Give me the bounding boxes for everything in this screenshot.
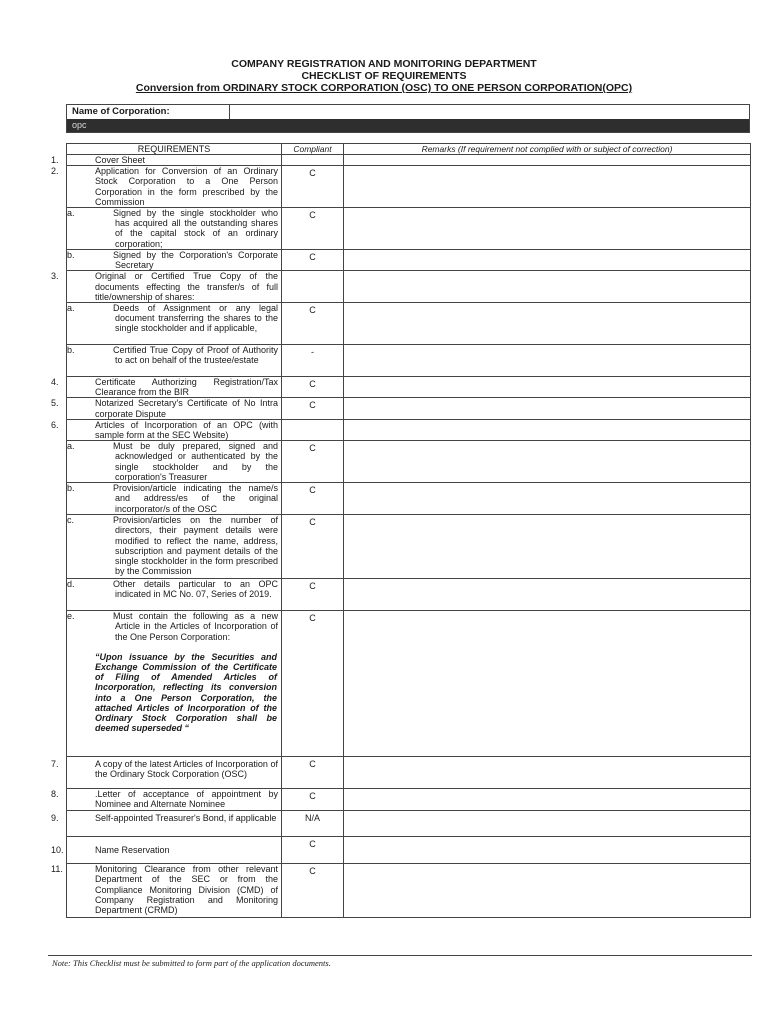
compliant-cell: C xyxy=(282,208,344,250)
remarks-cell xyxy=(344,419,751,440)
remarks-cell xyxy=(344,303,751,345)
table-row xyxy=(67,208,751,250)
table-row xyxy=(67,611,751,757)
table-row xyxy=(67,303,751,345)
compliant-cell: C xyxy=(282,757,344,789)
remarks-cell xyxy=(344,345,751,377)
footer-note: Note: This Checklist must be submitted to form part of the application documents. xyxy=(52,958,331,968)
table-row xyxy=(67,155,751,166)
remarks-cell xyxy=(344,789,751,811)
table-row xyxy=(67,864,751,918)
remarks-cell xyxy=(344,155,751,166)
compliant-cell: C xyxy=(282,398,344,419)
remarks-header: Remarks (If requirement not complied with or subject of correction) xyxy=(344,144,751,155)
requirement-cell: a. Must be duly prepared, signed and acknowledged or authenticated by the single stockholder and by the corporation's Treasurer xyxy=(67,441,282,483)
table-row xyxy=(67,483,751,515)
remarks-cell xyxy=(344,271,751,303)
footer-divider xyxy=(48,955,752,956)
compliant-cell: C xyxy=(282,611,344,757)
table-row xyxy=(67,250,751,271)
compliant-cell: C xyxy=(282,864,344,918)
new-article-quote: “Upon issuance by the Securities and Exchange Commission of the Certificate of Filing of Amended Articles of Incorporation, reflecting its conversion into a One Person Corporation, the attached Articles of Incorporation of the Ordinary Stock Corporation shall be deemed superseded “ xyxy=(95,651,277,734)
requirement-cell: a. Deeds of Assignment or any legal document transferring the shares to the single stockholder and if applicable, xyxy=(67,303,282,345)
table-row xyxy=(67,345,751,377)
requirement-cell: a. Signed by the single stockholder who has acquired all the outstanding shares of the capital stock of an ordinary corporation; xyxy=(67,208,282,250)
corporation-name-box xyxy=(66,104,750,133)
compliant-cell: C xyxy=(282,377,344,398)
table-row xyxy=(67,789,751,811)
requirement-cell: e. Must contain the following as a new Article in the Articles of Incorporation of the One Person Corporation: “Upon issuance by the Securities and Exchange Commission of the Certificate of Filing of Amended Articles of Incorporation, reflecting its conversion into a One Person Corporation, the attached Articles of Incorporation of the Ordinary Stock Corporation shall be deemed superseded “ xyxy=(67,611,282,757)
table-row xyxy=(67,579,751,611)
compliant-cell: C xyxy=(282,166,344,208)
remarks-cell xyxy=(344,837,751,864)
compliant-cell: C xyxy=(282,250,344,271)
compliant-cell: N/A xyxy=(282,811,344,837)
requirement-cell: 4. Certificate Authorizing Registration/Tax Clearance from the BIR xyxy=(67,377,282,398)
requirement-cell: b. Certified True Copy of Proof of Authority to act on behalf of the trustee/estate xyxy=(67,345,282,377)
remarks-cell xyxy=(344,611,751,757)
remarks-cell xyxy=(344,441,751,483)
compliant-header: Compliant xyxy=(282,144,344,155)
requirement-cell: c. Provision/articles on the number of directors, their payment details were modified to reflect the name, address, subscription and payment details of the single stockholder in the form prescribed by the Commission xyxy=(67,515,282,579)
table-header-row xyxy=(67,144,751,155)
requirement-cell: 3. Original or Certified True Copy of the documents effecting the transfer/s of full title/ownership of shares: xyxy=(67,271,282,303)
compliant-cell: C xyxy=(282,515,344,579)
table-row xyxy=(67,441,751,483)
requirement-cell: 7. A copy of the latest Articles of Incorporation of the Ordinary Stock Corporation (OSC) xyxy=(67,757,282,789)
remarks-cell xyxy=(344,250,751,271)
table-row xyxy=(67,398,751,419)
table-row xyxy=(67,377,751,398)
remarks-cell xyxy=(344,811,751,837)
remarks-cell xyxy=(344,757,751,789)
remarks-cell xyxy=(344,398,751,419)
table-row xyxy=(67,166,751,208)
remarks-cell xyxy=(344,515,751,579)
remarks-cell xyxy=(344,864,751,918)
compliant-cell: C xyxy=(282,303,344,345)
compliant-cell xyxy=(282,155,344,166)
compliant-cell: C xyxy=(282,441,344,483)
requirements-header: REQUIREMENTS xyxy=(67,144,282,155)
table-row xyxy=(67,515,751,579)
table-row xyxy=(67,757,751,789)
table-row xyxy=(67,419,751,440)
requirement-cell: 8. .Letter of acceptance of appointment by Nominee and Alternate Nominee xyxy=(67,789,282,811)
requirement-cell: 9. Self-appointed Treasurer's Bond, if applicable xyxy=(67,811,282,837)
table-row xyxy=(67,271,751,303)
remarks-cell xyxy=(344,166,751,208)
remarks-cell xyxy=(344,377,751,398)
requirement-cell: 10. Name Reservation xyxy=(67,837,282,864)
requirement-cell: 5. Notarized Secretary's Certificate of No Intra corporate Dispute xyxy=(67,398,282,419)
compliant-cell: C xyxy=(282,483,344,515)
compliant-cell xyxy=(282,271,344,303)
requirement-cell: 1. Cover Sheet xyxy=(67,155,282,166)
compliant-cell: C xyxy=(282,789,344,811)
checklist-title: CHECKLIST OF REQUIREMENTS xyxy=(301,70,467,82)
corporation-name-value: opc xyxy=(67,119,749,132)
requirement-cell: 6. Articles of Incorporation of an OPC (with sample form at the SEC Website) xyxy=(67,419,282,440)
requirement-cell: 11. Monitoring Clearance from other relevant Department of the SEC or from the Compliance Monitoring Division (CMD) of Company Registration and Monitoring Department (CRMD) xyxy=(67,864,282,918)
requirement-cell: b. Provision/article indicating the name/s and address/es of the original incorporator/s of the OSC xyxy=(67,483,282,515)
remarks-cell xyxy=(344,208,751,250)
department-title: COMPANY REGISTRATION AND MONITORING DEPARTMENT xyxy=(231,58,537,70)
document-header xyxy=(0,58,768,94)
compliant-cell: C xyxy=(282,579,344,611)
conversion-title: Conversion from ORDINARY STOCK CORPORATION (OSC) TO ONE PERSON CORPORATION(OPC) xyxy=(135,82,633,94)
corporation-name-label: Name of Corporation: xyxy=(67,105,230,119)
requirement-cell: 2. Application for Conversion of an Ordinary Stock Corporation to a One Person Corporation in the form prescribed by the Commission xyxy=(67,166,282,208)
remarks-cell xyxy=(344,579,751,611)
requirements-table xyxy=(51,143,751,918)
table-row xyxy=(67,837,751,864)
compliant-cell xyxy=(282,419,344,440)
compliant-cell: C xyxy=(282,837,344,864)
remarks-cell xyxy=(344,483,751,515)
table-row xyxy=(67,811,751,837)
compliant-cell: - xyxy=(282,345,344,377)
requirement-cell: d. Other details particular to an OPC indicated in MC No. 07, Series of 2019. xyxy=(67,579,282,611)
requirement-cell: b. Signed by the Corporation's Corporate Secretary xyxy=(67,250,282,271)
